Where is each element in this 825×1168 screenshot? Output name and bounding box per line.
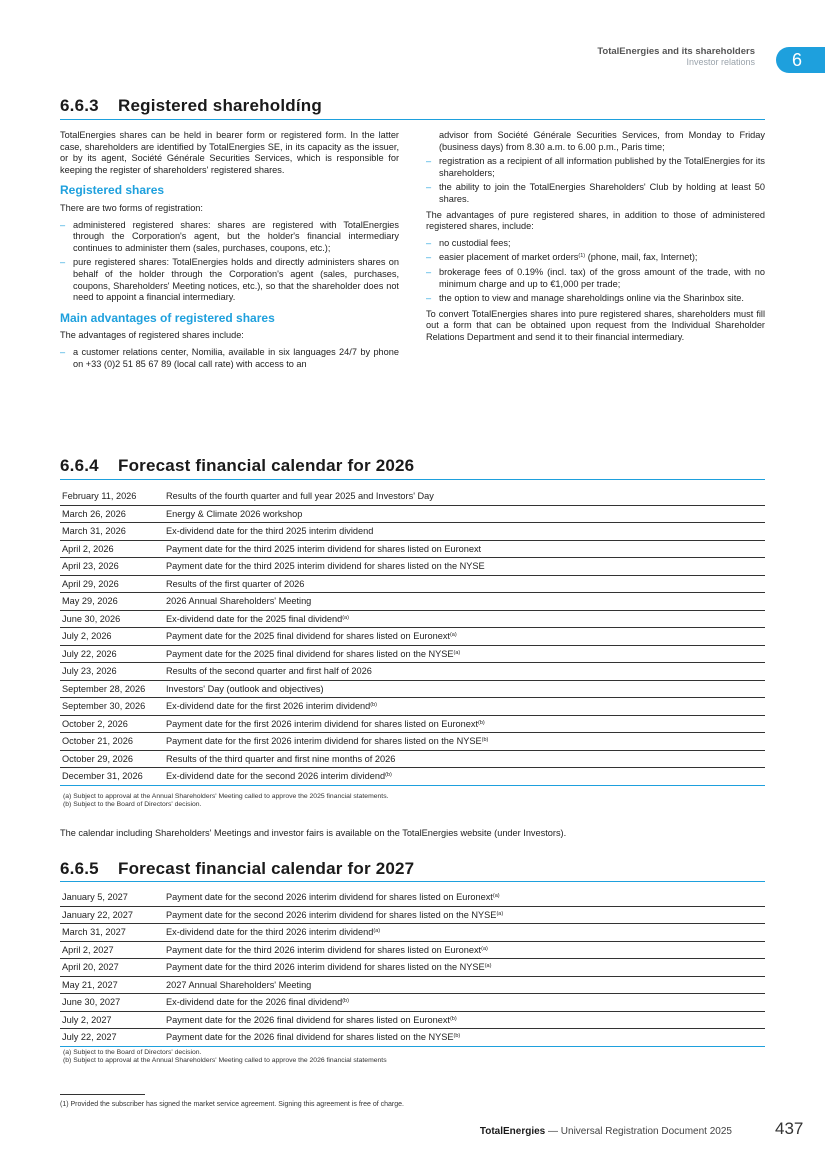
event-text: Results of the second quarter and first half of 2026 — [166, 666, 372, 677]
advantages-list — [60, 347, 399, 370]
footnote: (1) Provided the subscriber has signed the market service agreement. Signing this agreement is free of charge. — [60, 1101, 404, 1108]
note-ref: (a) — [492, 893, 500, 900]
footnote-ref: (1) — [578, 253, 586, 260]
event-text: Ex-dividend date for the 2026 final dividend — [166, 997, 343, 1008]
event-cell — [164, 680, 765, 698]
event-cell — [164, 750, 765, 768]
event-cell — [164, 768, 765, 786]
note-ref: (b) — [478, 719, 485, 726]
event-text: 2027 Annual Shareholders' Meeting — [166, 979, 312, 990]
table-row — [60, 750, 765, 768]
chapter-subtitle: Investor relations — [686, 57, 755, 67]
main-advantages-heading: Main advantages of registered shares — [60, 310, 275, 325]
section-6-6-5-heading — [60, 859, 414, 879]
event-text: Ex-dividend date for the 2025 final dividend — [166, 613, 343, 624]
table-row — [60, 488, 765, 505]
table-row — [60, 680, 765, 698]
table-row — [60, 733, 765, 751]
date-cell: June 30, 2026 — [60, 610, 164, 628]
calendar-website-text: The calendar including Shareholders' Meetings and investor fairs is available on the TotalEnergies website (under Investors). — [60, 828, 567, 838]
page-number: 437 — [775, 1119, 804, 1138]
date-cell: April 29, 2026 — [60, 575, 164, 593]
event-text: Payment date for the third 2025 interim dividend for shares listed on Euronext — [166, 543, 482, 554]
event-text: Payment date for the third 2026 interim dividend for shares listed on Euronext — [166, 944, 482, 955]
date-cell: September 28, 2026 — [60, 680, 164, 698]
note-ref: (b) — [453, 1033, 461, 1040]
table-row — [60, 715, 765, 733]
date-cell: October 21, 2026 — [60, 733, 164, 751]
section-title: Registered shareholdíng — [118, 96, 322, 115]
calendar-2026-table — [60, 488, 765, 786]
note-ref: (a) — [481, 945, 488, 952]
chapter-title: TotalEnergies and its shareholders — [597, 46, 755, 57]
date-cell: October 29, 2026 — [60, 750, 164, 768]
event-cell — [164, 663, 765, 681]
event-cell — [164, 540, 765, 558]
event-cell — [164, 505, 765, 523]
note-ref: (a) — [496, 910, 504, 917]
calendar-2027-table — [60, 889, 765, 1047]
list-item: – the option to view and manage shareholdings online via the Sharinbox site. — [426, 293, 765, 305]
list-item: – easier placement of market orders$^{(1)}$ (phone, mail, fax, Internet); — [426, 252, 765, 264]
table-row — [60, 645, 765, 663]
note-ref: (a) — [484, 963, 492, 970]
event-text: Payment date for the 2025 final dividend for shares listed on Euronext — [166, 631, 450, 642]
table-row — [60, 941, 765, 959]
note-ref: (b) — [385, 772, 392, 779]
table-note: (a) Subject to the Board of Directors' decision. — [63, 1049, 202, 1056]
event-cell — [164, 593, 765, 611]
event-text: Payment date for the first 2026 interim dividend for shares listed on the NYSE — [166, 736, 482, 747]
pure-advantages-lead: The advantages of pure registered shares, in addition to those of administered registered shares, include: — [426, 209, 765, 232]
date-cell: July 22, 2027 — [60, 1029, 164, 1047]
note-ref: (a) — [373, 928, 381, 935]
calendar-2026-notes — [63, 793, 389, 809]
conversion-paragraph: To convert TotalEnergies shares into pure registered shares, shareholders must fill out a form that can be obtained upon request from the Individual Shareholder Relations Department and send it to their financial intermediary. — [426, 308, 765, 342]
date-cell: December 31, 2026 — [60, 768, 164, 786]
section-6-6-3-left-column — [60, 130, 399, 374]
note-ref: (b) — [449, 1015, 457, 1022]
event-text: Ex-dividend date for the first 2026 interim dividend — [166, 701, 371, 712]
event-cell — [164, 645, 765, 663]
table-row — [60, 889, 765, 906]
event-cell — [164, 976, 765, 994]
table-note: (b) Subject to the Board of Directors' decision. — [63, 801, 202, 808]
footnote-rule — [60, 1094, 145, 1095]
section-rule — [60, 479, 765, 480]
event-text: Investors' Day (outlook and objectives) — [166, 683, 324, 694]
section-6-6-3-heading — [60, 96, 322, 116]
note-ref: (a) — [342, 614, 349, 621]
table-note: (b) Subject to approval at the Annual Shareholders' Meeting called to approve the 2026 financial statements — [63, 1057, 387, 1064]
table-row — [60, 1011, 765, 1029]
table-note: (a) Subject to approval at the Annual Shareholders' Meeting called to approve the 2025 financial statements. — [63, 793, 389, 800]
event-cell — [164, 924, 765, 942]
date-cell: June 30, 2027 — [60, 994, 164, 1012]
date-cell: April 2, 2026 — [60, 540, 164, 558]
section-6-6-3-right-column — [426, 130, 765, 349]
note-ref: (a) — [449, 632, 457, 639]
date-cell: July 2, 2026 — [60, 628, 164, 646]
date-cell: March 31, 2027 — [60, 924, 164, 942]
date-cell: April 2, 2027 — [60, 941, 164, 959]
section-6-6-4-heading — [60, 456, 414, 476]
event-cell — [164, 715, 765, 733]
date-cell: February 11, 2026 — [60, 488, 164, 505]
note-ref: (b) — [481, 737, 489, 744]
event-cell — [164, 558, 765, 576]
date-cell: January 22, 2027 — [60, 906, 164, 924]
list-item: – a customer relations center, Nomilia, available in six languages 24/7 by phone on +33 (0)2 51 85 67 89 (local call rate) with access to an — [60, 347, 399, 370]
event-cell — [164, 575, 765, 593]
section-title: Forecast financial calendar for 2026 — [118, 456, 415, 475]
list-item: – pure registered shares: TotalEnergies holds and directly administers shares on behalf of the holder through the Corporation's agent (sales, purchases, coupons, Shareholders' Meeting notices, etc.), so that the shareholder does not need to appoint a financial intermediary. — [60, 257, 399, 303]
calendar-2027-notes — [63, 1049, 387, 1065]
advantages-list-continued — [426, 130, 765, 206]
table-row — [60, 976, 765, 994]
date-cell: May 29, 2026 — [60, 593, 164, 611]
event-text: Payment date for the second 2026 interim dividend for shares listed on the NYSE — [166, 909, 497, 920]
date-cell: March 26, 2026 — [60, 505, 164, 523]
table-row — [60, 575, 765, 593]
table-row — [60, 959, 765, 977]
intro-paragraph: TotalEnergies shares can be held in bearer form or registered form. In the latter case, shareholders are identified by TotalEnergies SE, in its capacity as the issuer, or by its agent, Société Générale Securities Services, which is responsible for keeping the register of shareholders' registered shares. — [60, 130, 399, 175]
table-row — [60, 523, 765, 541]
event-text: Payment date for the third 2026 interim dividend for shares listed on the NYSE — [166, 962, 485, 973]
date-cell: May 21, 2027 — [60, 976, 164, 994]
list-item: – administered registered shares: shares are registered with TotalEnergies through the Corporation's agent, but the holder's financial intermediary continues to administer them (sales, purchases, coupons, etc.); — [60, 220, 399, 255]
section-title: Forecast financial calendar for 2027 — [118, 859, 415, 878]
event-text: Results of the fourth quarter and full year 2025 and Investors' Day — [166, 491, 434, 502]
table-row — [60, 610, 765, 628]
list-item: – brokerage fees of 0.19% (incl. tax) of the gross amount of the trade, with no minimum charge and up to €1,000 per trade; — [426, 267, 765, 290]
table-row — [60, 768, 765, 786]
table-row — [60, 628, 765, 646]
event-text: Ex-dividend date for the third 2025 interim dividend — [166, 526, 374, 537]
event-text: Ex-dividend date for the second 2026 interim dividend — [166, 771, 386, 782]
date-cell: April 23, 2026 — [60, 558, 164, 576]
event-cell — [164, 889, 765, 906]
event-cell — [164, 698, 765, 716]
date-cell: July 23, 2026 — [60, 663, 164, 681]
list-item: – the ability to join the TotalEnergies Shareholders' Club by holding at least 50 shares. — [426, 182, 765, 205]
event-text: Results of the third quarter and first nine months of 2026 — [166, 753, 396, 764]
section-rule — [60, 881, 765, 882]
event-cell — [164, 906, 765, 924]
event-text: Energy & Climate 2026 workshop — [166, 508, 303, 519]
table-row — [60, 698, 765, 716]
note-ref: (a) — [453, 649, 461, 656]
event-text: 2026 Annual Shareholders' Meeting — [166, 596, 312, 607]
event-cell — [164, 959, 765, 977]
date-cell: July 2, 2027 — [60, 1011, 164, 1029]
chapter-number-badge: 6 — [776, 47, 825, 73]
event-text: Payment date for the 2026 final dividend for shares listed on the NYSE — [166, 1032, 454, 1043]
event-text: Payment date for the 2025 final dividend for shares listed on the NYSE — [166, 648, 454, 659]
date-cell: April 20, 2027 — [60, 959, 164, 977]
pure-advantages-list — [426, 238, 765, 305]
event-cell — [164, 1011, 765, 1029]
registered-shares-heading: Registered shares — [60, 183, 165, 198]
event-text: Payment date for the first 2026 interim dividend for shares listed on Euronext — [166, 718, 479, 729]
note-ref: (b) — [342, 998, 349, 1005]
note-ref: (b) — [370, 702, 378, 709]
registration-lead: There are two forms of registration: — [60, 202, 203, 213]
table-row — [60, 663, 765, 681]
date-cell: October 2, 2026 — [60, 715, 164, 733]
event-cell — [164, 941, 765, 959]
list-item-continuation: advisor from Société Générale Securities Services, from Monday to Friday (business days) from 8.30 a.m. to 6.00 p.m., Paris time; — [439, 130, 765, 152]
table-row — [60, 906, 765, 924]
page-footer — [480, 1126, 732, 1137]
event-cell — [164, 488, 765, 505]
event-cell — [164, 994, 765, 1012]
date-cell: January 5, 2027 — [60, 889, 164, 906]
table-row — [60, 1029, 765, 1047]
table-row — [60, 924, 765, 942]
table-row — [60, 505, 765, 523]
date-cell: March 31, 2026 — [60, 523, 164, 541]
list-item: – no custodial fees; — [426, 238, 765, 250]
list-item: – registration as a recipient of all information published by the TotalEnergies for its shareholders; — [426, 156, 765, 179]
table-row — [60, 593, 765, 611]
section-number: 6.6.4 — [60, 456, 99, 475]
table-row — [60, 558, 765, 576]
event-text: Payment date for the 2026 final dividend for shares listed on Euronext — [166, 1014, 450, 1025]
event-text: Results of the first quarter of 2026 — [166, 578, 305, 589]
event-text: Ex-dividend date for the third 2026 interim dividend — [166, 927, 374, 938]
event-text: Payment date for the third 2025 interim dividend for shares listed on the NYSE — [166, 561, 485, 572]
event-cell — [164, 733, 765, 751]
event-cell — [164, 1029, 765, 1047]
footer-document: — Universal Registration Document 2025 — [545, 1126, 732, 1137]
event-cell — [164, 628, 765, 646]
date-cell: July 22, 2026 — [60, 645, 164, 663]
event-text: Payment date for the second 2026 interim dividend for shares listed on Euronext — [166, 892, 493, 903]
event-cell — [164, 610, 765, 628]
event-cell — [164, 523, 765, 541]
section-rule — [60, 119, 765, 120]
section-number: 6.6.5 — [60, 859, 99, 878]
date-cell: September 30, 2026 — [60, 698, 164, 716]
registration-forms-list — [60, 220, 399, 304]
advantages-lead: The advantages of registered shares include: — [60, 330, 244, 341]
table-row — [60, 540, 765, 558]
section-number: 6.6.3 — [60, 96, 99, 115]
table-row — [60, 994, 765, 1012]
footer-company: TotalEnergies — [479, 1126, 546, 1137]
